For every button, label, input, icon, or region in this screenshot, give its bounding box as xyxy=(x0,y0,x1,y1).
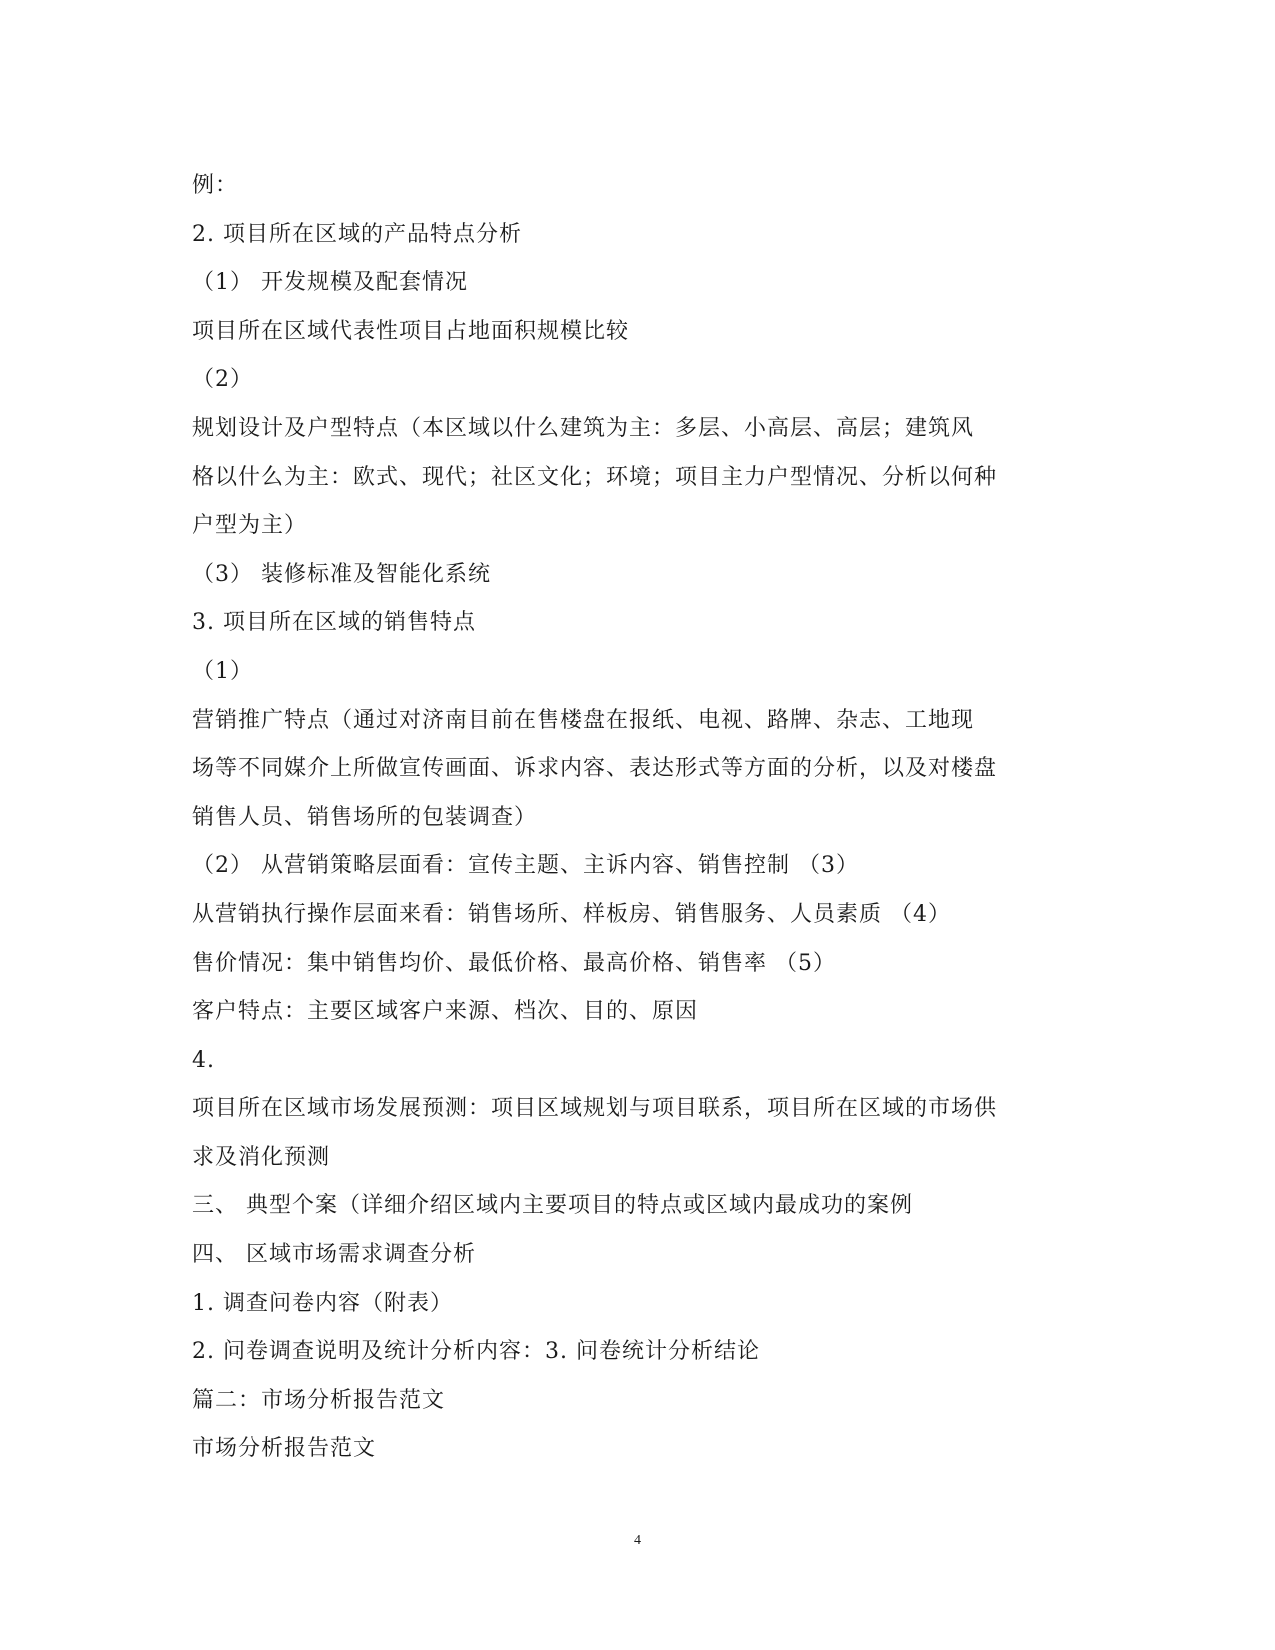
text-line: （2） 从营销策略层面看：宣传主题、主诉内容、销售控制 （3） xyxy=(192,853,859,879)
text-line: 售价情况：集中销售均价、最低价格、最高价格、销售率 （5） xyxy=(192,950,836,976)
text-line: 规划设计及户型特点（本区域以什么建筑为主：多层、小高层、高层；建筑风 xyxy=(192,415,975,441)
text-line: 户型为主） xyxy=(192,513,308,539)
text-line: 项目所在区域市场发展预测：项目区域规划与项目联系，项目所在区域的市场供 xyxy=(192,1096,998,1122)
text-line: 2. 项目所在区域的产品特点分析 xyxy=(192,221,522,247)
text-line: 营销推广特点（通过对济南目前在售楼盘在报纸、电视、路牌、杂志、工地现 xyxy=(192,707,975,733)
text-line: 项目所在区域代表性项目占地面积规模比较 xyxy=(192,318,630,344)
text-line: （1） 开发规模及配套情况 xyxy=(192,270,468,296)
text-line: 客户特点：主要区域客户来源、档次、目的、原因 xyxy=(192,999,699,1025)
text-line: 销售人员、销售场所的包装调查） xyxy=(192,804,538,830)
text-line: 1. 调查问卷内容（附表） xyxy=(192,1290,453,1316)
document-body xyxy=(192,162,1072,1474)
text-line: 4. xyxy=(192,1047,215,1073)
text-line: 从营销执行操作层面来看：销售场所、样板房、销售服务、人员素质 （4） xyxy=(192,901,951,927)
text-line: 3. 项目所在区域的销售特点 xyxy=(192,610,476,636)
page-number: 4 xyxy=(634,1533,641,1548)
text-line: （2） xyxy=(192,367,253,393)
text-line: 例： xyxy=(192,173,239,198)
text-line: 场等不同媒介上所做宣传画面、诉求内容、表达形式等方面的分析，以及对楼盘 xyxy=(192,756,998,782)
text-line: （1） xyxy=(192,658,253,684)
text-line: 格以什么为主：欧式、现代；社区文化；环境；项目主力户型情况、分析以何种 xyxy=(192,464,998,490)
text-line: 三、 典型个案（详细介绍区域内主要项目的特点或区域内最成功的案例 xyxy=(192,1193,913,1219)
text-line: （3） 装修标准及智能化系统 xyxy=(192,561,491,587)
text-line: 篇二：市场分析报告范文 xyxy=(192,1387,446,1413)
text-line: 四、 区域市场需求调查分析 xyxy=(192,1242,476,1268)
text-line: 2. 问卷调查说明及统计分析内容：3. 问卷统计分析结论 xyxy=(192,1339,760,1365)
text-line: 市场分析报告范文 xyxy=(192,1436,377,1462)
text-line: 求及消化预测 xyxy=(192,1144,331,1170)
